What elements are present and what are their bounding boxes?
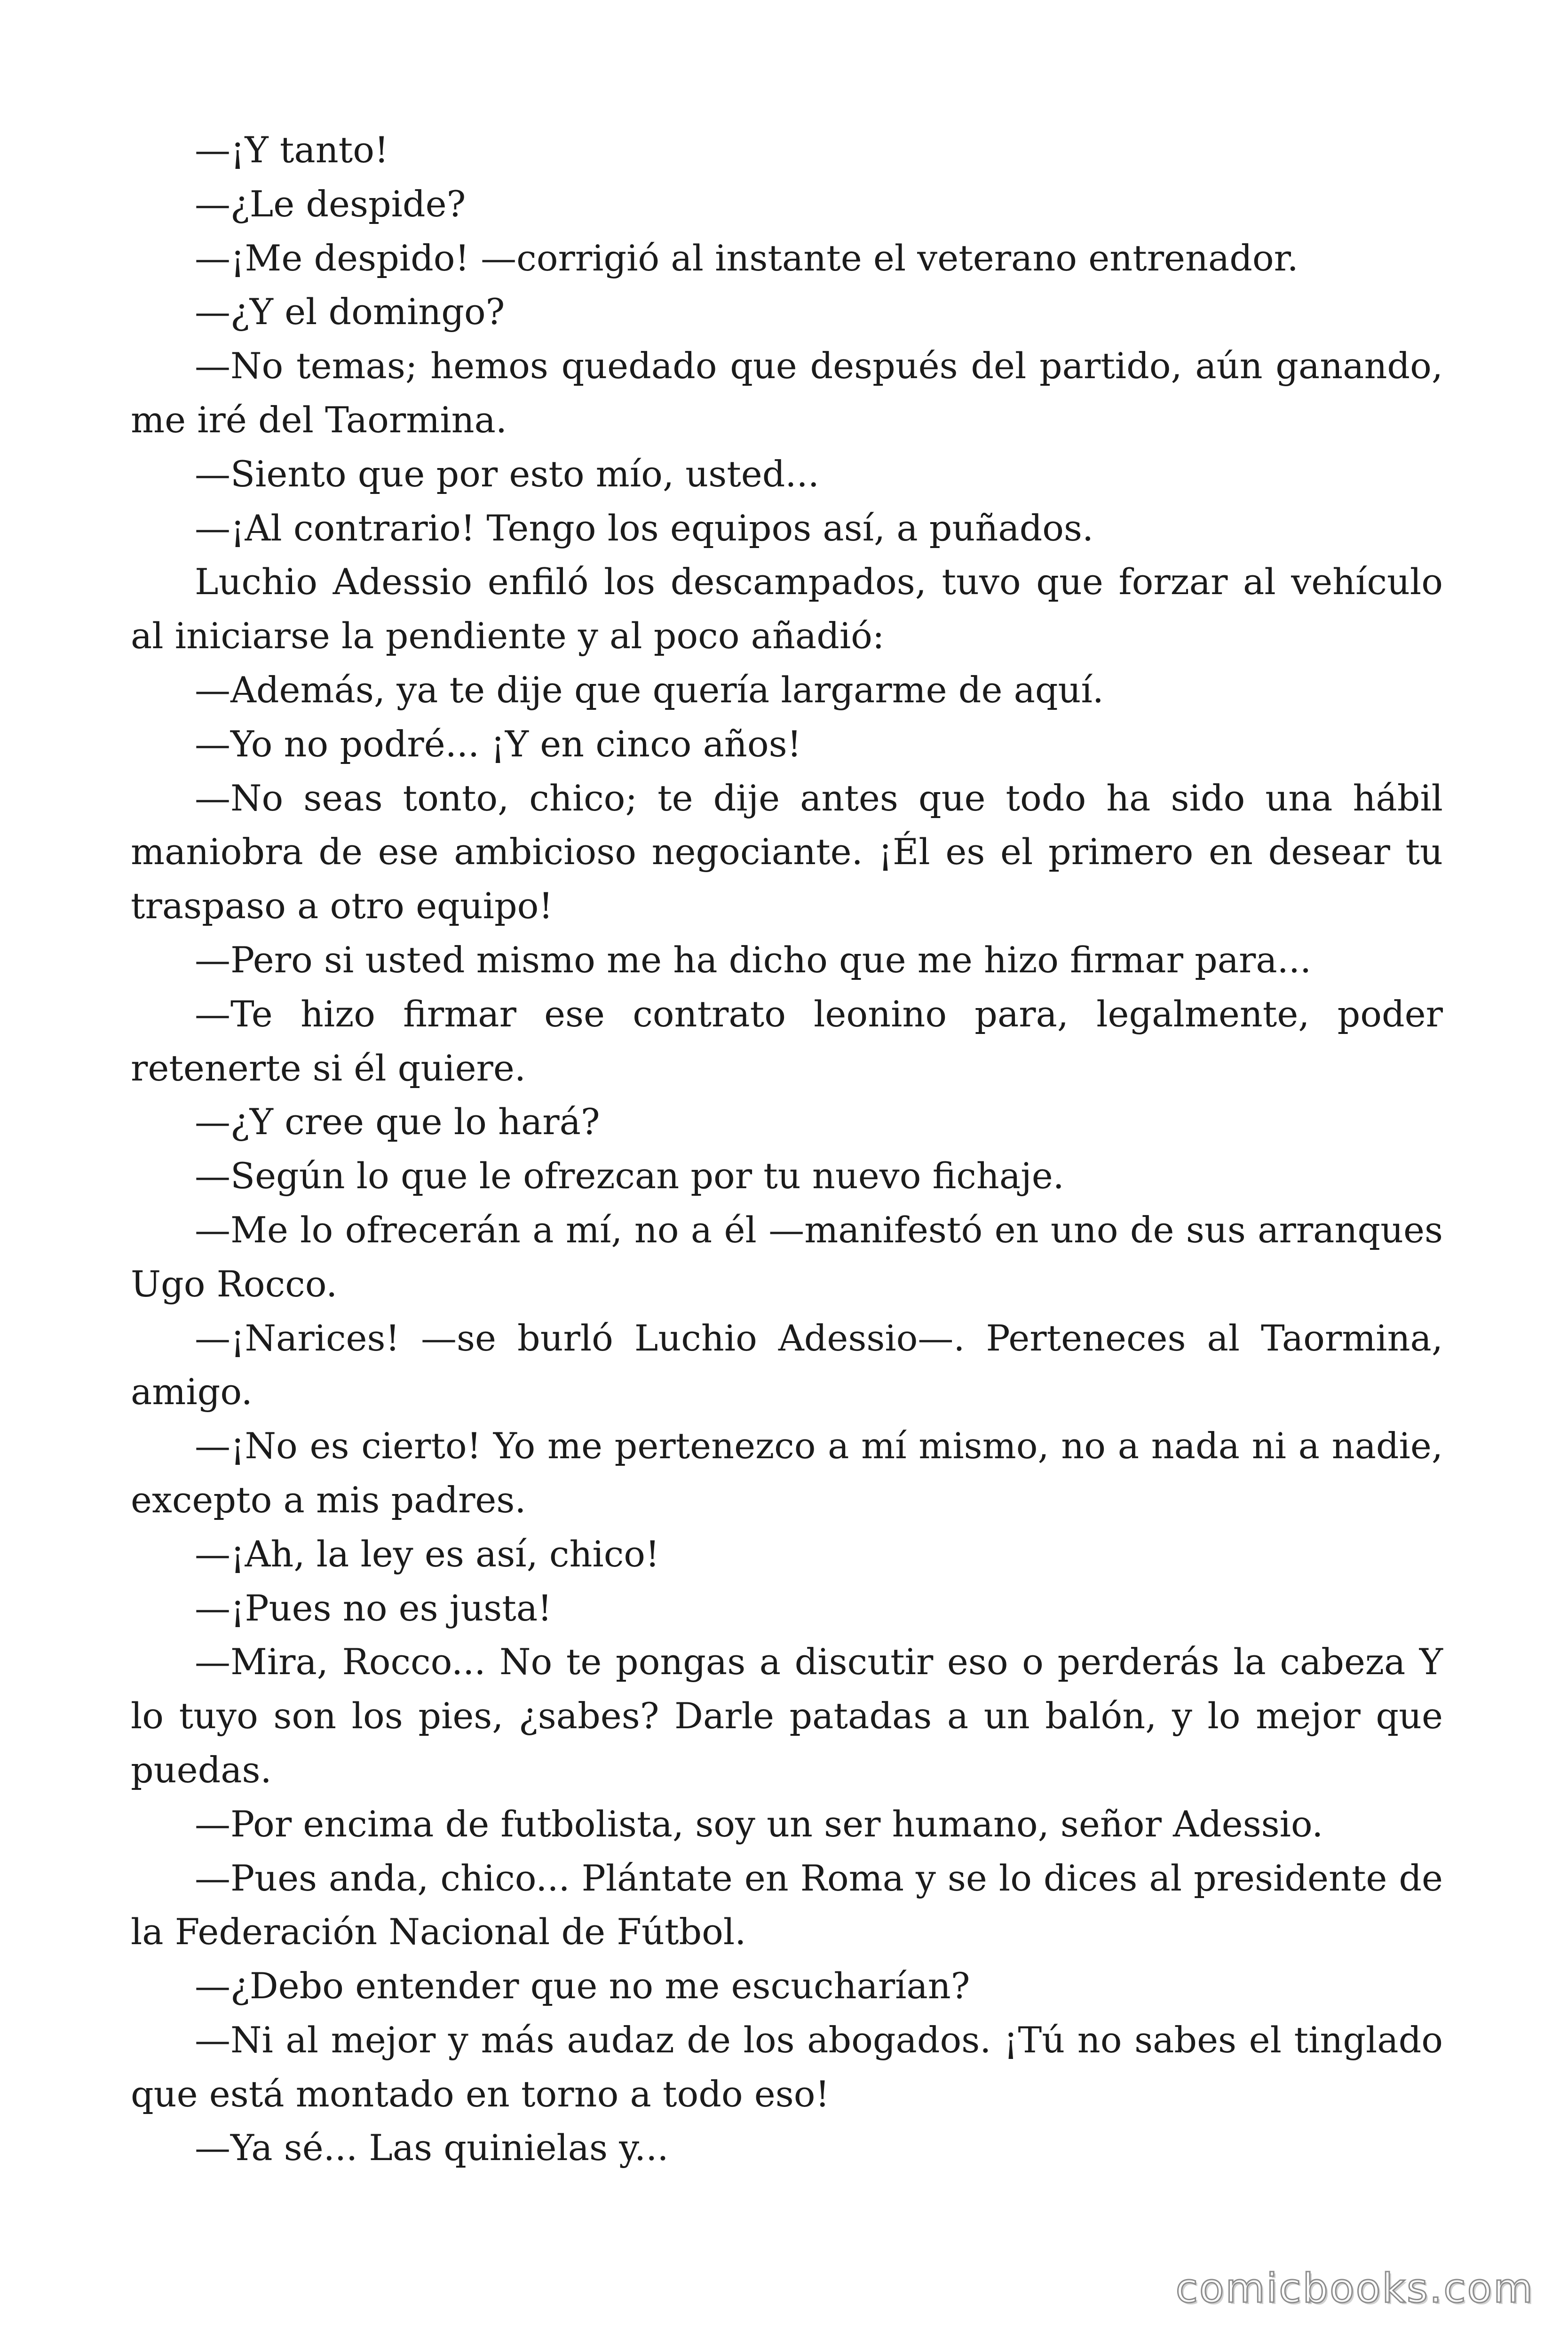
paragraph: —Me lo ofrecerán a mí, no a él —manifestó en uno de sus arranques Ugo Rocco.	[131, 1208, 1443, 1305]
body-text	[131, 123, 1443, 2175]
paragraph: —¿Y cree que lo hará?	[195, 1101, 600, 1143]
paragraph: —¿Debo entender que no me escucharían?	[195, 1965, 970, 2007]
paragraph: Luchio Adessio enfiló los descampados, tuvo que forzar al vehículo al iniciarse la pendiente y al poco añadió:	[131, 561, 1443, 657]
paragraph: —¡Y tanto!	[195, 129, 389, 171]
paragraph: —Yo no podré... ¡Y en cinco años!	[195, 723, 802, 765]
paragraph: —Pero si usted mismo me ha dicho que me hizo firmar para...	[195, 938, 1312, 981]
paragraph: —Según lo que le ofrezcan por tu nuevo fichaje.	[195, 1155, 1064, 1197]
paragraph: —¡No es cierto! Yo me pertenezco a mí mismo, no a nada ni a nadie, excepto a mis padres.	[131, 1425, 1443, 1521]
paragraph: —Te hizo firmar ese contrato leonino para, legalmente, poder retenerte si él quiere.	[131, 993, 1443, 1089]
paragraph: —Siento que por esto mío, usted...	[195, 453, 819, 495]
paragraph: —¿Le despide?	[195, 183, 466, 225]
paragraph: —¡Me despido! —corrigió al instante el veterano entrenador.	[195, 237, 1299, 279]
paragraph: —¡Pues no es justa!	[195, 1587, 552, 1629]
paragraph: —¡Al contrario! Tengo los equipos así, a puñados.	[195, 507, 1094, 549]
paragraph: —Pues anda, chico... Plántate en Roma y se lo dices al presidente de la Federación Nacional de Fútbol.	[131, 1857, 1443, 1953]
paragraph: —Además, ya te dije que quería largarme de aquí.	[195, 668, 1104, 711]
paragraph: —Mira, Rocco... No te pongas a discutir eso o perderás la cabeza Y lo tuyo son los pies, ¿sabes? Darle patadas a un balón, y lo mejor que puedas.	[131, 1641, 1443, 1791]
paragraph: —Por encima de futbolista, soy un ser humano, señor Adessio.	[195, 1803, 1323, 1845]
paragraph: —Ni al mejor y más audaz de los abogados. ¡Tú no sabes el tinglado que está montado en torno a todo eso!	[131, 2018, 1443, 2115]
paragraph: —¡Narices! —se burló Luchio Adessio—. Perteneces al Taormina, amigo.	[131, 1317, 1443, 1413]
watermark-logo: comicbooks.com	[1175, 2265, 1534, 2312]
paragraph: —¡Ah, la ley es así, chico!	[195, 1533, 660, 1575]
paragraph: —¿Y el domingo?	[195, 291, 505, 333]
paragraph: —No temas; hemos quedado que después del partido, aún ganando, me iré del Taormina.	[131, 345, 1443, 441]
paragraph: —No seas tonto, chico; te dije antes que todo ha sido una hábil maniobra de ese ambicioso negociante. ¡Él es el primero en desear tu traspaso a otro equipo!	[131, 777, 1443, 927]
paragraph: —Ya sé... Las quinielas y...	[195, 2127, 669, 2169]
